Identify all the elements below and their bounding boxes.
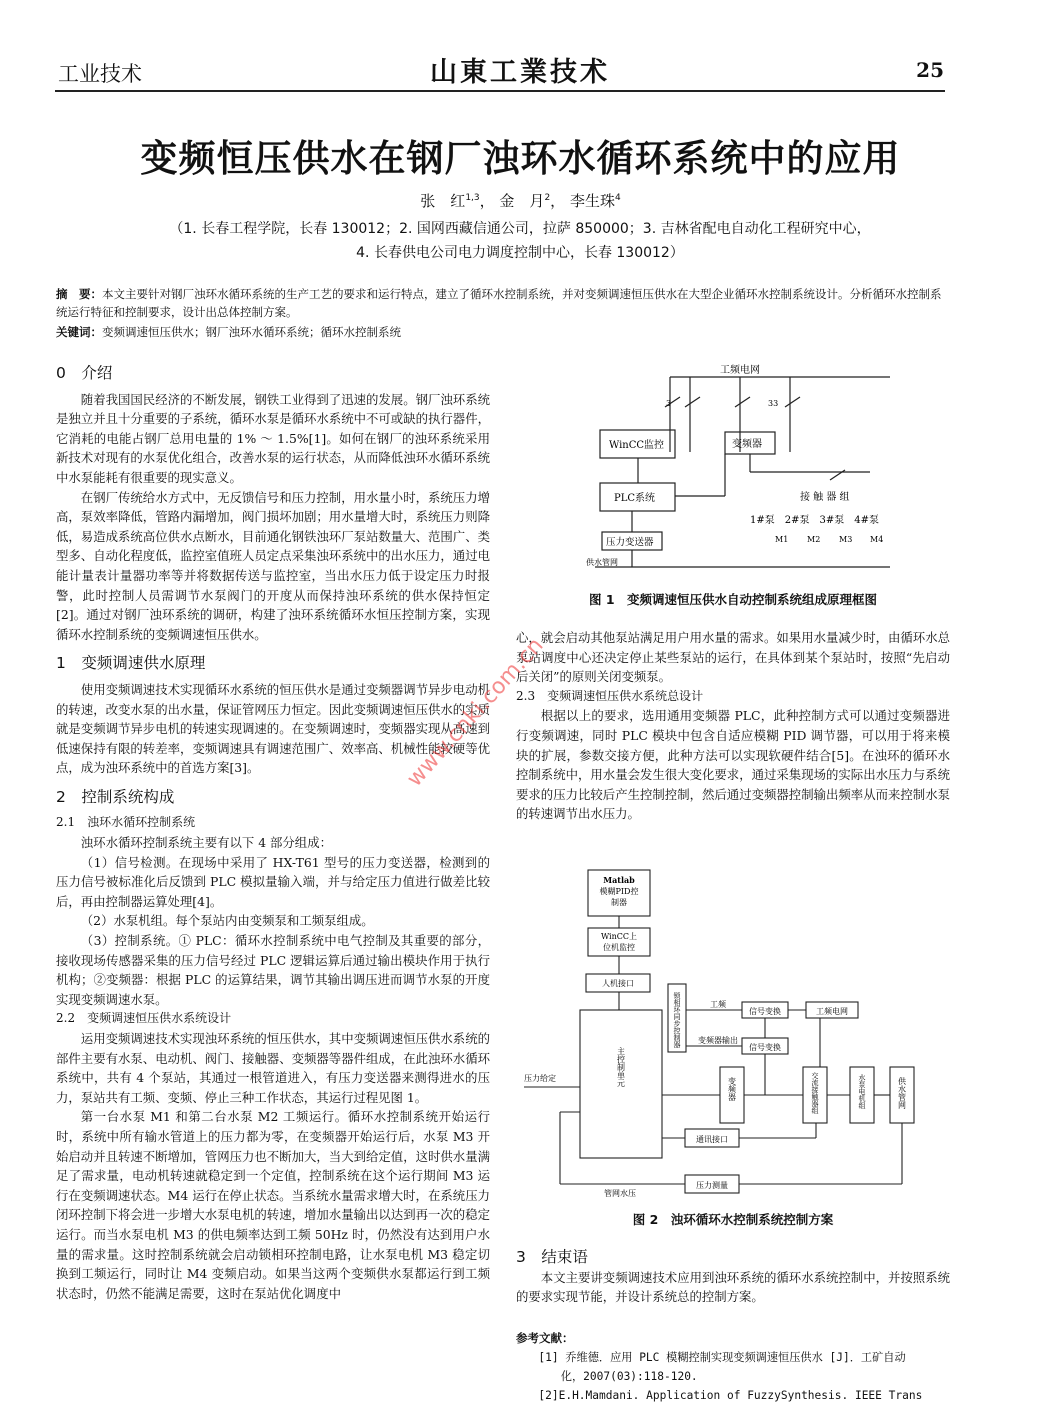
paragraph: （2）水泵机组。每个泵站内由变频泵和工频泵组成。 xyxy=(80,913,374,929)
reference-item: [2]E.H.Mamdani. Application of FuzzySynthesis. IEEE Trans xyxy=(538,1389,923,1403)
keywords-text: 变频调速恒压供水；钢厂浊环水循环系统；循环水控制系统 xyxy=(102,325,401,339)
figure-1-diagram xyxy=(570,362,900,584)
abstract xyxy=(56,285,948,321)
fig2-signal: 信号变换 xyxy=(749,1007,781,1016)
fig1-motor: M4 xyxy=(870,535,884,544)
section-heading: 0 介绍 xyxy=(56,364,113,382)
paragraph: 浊环水循环控制系统主要有以下 4 部分组成： xyxy=(80,835,332,851)
fig2-power-freq: 工频 xyxy=(710,1000,726,1009)
fig2-wincc: 位机监控 xyxy=(603,943,635,952)
fig1-grid-label: 工频电网 xyxy=(720,365,760,376)
fig2-matlab: 模糊PID控 xyxy=(599,887,639,896)
fig2-network: 供水管网 xyxy=(897,1077,907,1109)
watermark: www.cnki.com.cn xyxy=(402,633,549,792)
affiliation-line-2: 4. 长春供电公司电力调度控制中心，长春 130012） xyxy=(356,245,684,261)
fig2-pll: 锁相环同步控制器 xyxy=(673,992,681,1048)
author-sup: 1,3 xyxy=(465,193,480,203)
header-rule xyxy=(55,90,945,92)
subsection-heading: 2.1 浊环水循环控制系统 xyxy=(56,815,196,830)
fig1-plc: PLC系统 xyxy=(614,493,656,504)
section-heading: 2 控制系统构成 xyxy=(56,787,175,806)
fig1-mark: 33 xyxy=(768,399,779,408)
fig2-comm: 通讯接口 xyxy=(696,1135,728,1144)
fig1-sensor: 压力变送器 xyxy=(606,537,654,548)
subsection-heading: 2.3 变频调速恒压供水系统总设计 xyxy=(516,688,704,703)
fig1-wincc: WinCC监控 xyxy=(609,440,665,451)
section-heading: 1 变频调速供水原理 xyxy=(56,654,206,673)
fig1-motor: M3 xyxy=(839,535,853,544)
fig2-matlab: 制器 xyxy=(611,898,627,907)
paper-title: 变频恒压供水在钢厂浊环水循环系统中的应用 xyxy=(140,136,901,180)
journal-section: 工业技术 xyxy=(58,62,142,86)
paragraph: 本文主要讲变频调速技术应用到浊环系统的循环水系统控制中，并按照系统的要求实现节能，并设计系统总的控制方案。 xyxy=(516,1269,950,1305)
affiliation-line-1: （1. 长春工程学院，长春 130012；2. 国网西藏信通公司，拉萨 850000；3. 吉林省配电自动化工程研究中心， xyxy=(169,221,871,237)
fig2-main-control: 主控制单元 xyxy=(616,1047,626,1087)
paragraph: （3）控制系统。① PLC：循环水控制系统中电气控制及其重要的部分，接收现场传感器采集的压力信号经过 PLC 逻辑运算后通过输出模块作用于执行机构；②变频器：根据 PLC 的运算结果，调节其输出调压进而调节水泵的开度实现变频调速水泵。 xyxy=(56,933,490,1007)
fig2-pressure-meas: 压力测量 xyxy=(696,1181,728,1190)
paragraph: 根据以上的要求，选用通用变频器 PLC，此种控制方式可以通过变频器进行变频调速，同时 PLC 模块中包含自适应模糊 PID 调节器，可以用于将来模块的扩展，参数交接方便，此种方法可以实现软硬件结合[5]。在浊环的循环水控制系统中，用水量会发生很大变化要求，通过采集现场的实际出水压力与系统要求的压力比较后产生控制控制，然后通过变频器控制输出频率从而来控制水泵的转速调节出水压力。 xyxy=(516,708,950,822)
paragraph: 随着我国国民经济的不断发展，钢铁工业得到了迅速的发展。钢厂浊环系统是独立并且十分重要的子系统，循环水泵是循环水系统中不可或缺的执行器件，它消耗的电能占钢厂总用电量的 1% ～ 1.5%[1]。如何在钢厂的浊环系统采用新技术对现有的水泵优化组合，改善水泵的运行状态，从而降低浊环水循环系统中水泵能耗有很重要的现实意义。 xyxy=(56,391,490,485)
figure-2-diagram xyxy=(520,862,940,1200)
paragraph: 使用变频调速技术实现循环水系统的恒压供水是通过变频器调节异步电动机的转速，改变水泵的出水量，保证管网压力恒定。因此变频调速恒压供水的实质就是变频调节异步电机的转速实现调速的。在变频调速时，变频器实现从高速到低速保持有限的转差率，变频调速具有调速范围广、效率高、机械性能较硬等优点，成为浊环系统中的首选方案[3]。 xyxy=(56,681,490,776)
abstract-label: 摘 要： xyxy=(56,287,102,301)
fig2-vfd-out: 变频器输出 xyxy=(698,1036,738,1045)
reference-item: [1] 乔维德．应用 PLC 模糊控制实现变频调速恒压供水 [J]．工矿自动 xyxy=(538,1351,906,1365)
left-column xyxy=(56,364,490,1303)
fig2-contactor: 交流接触器组 xyxy=(811,1072,819,1114)
fig1-contactor: 接 触 器 组 xyxy=(800,492,850,503)
author-sup: 4 xyxy=(614,193,621,203)
right-column xyxy=(516,628,950,824)
subsection-heading: 2.2 变频调速恒压供水系统设计 xyxy=(56,1011,232,1026)
author-sup: 2 xyxy=(544,193,551,203)
fig2-wincc: WinCC上 xyxy=(600,932,638,941)
fig1-vfd: 变频器 xyxy=(732,439,762,450)
journal-name: 山東工業技术 xyxy=(430,57,610,88)
references-heading: 参考文献： xyxy=(516,1330,574,1345)
fig2-motors: 水泵电机组 xyxy=(858,1074,866,1109)
paragraph: 运用变频调速技术实现浊环系统的恒压供水，其中变频调速恒压供水系统的部件主要有水泵、电动机、阀门、接触器、变频器等器件组成，在此浊环水循环系统中，共有 4 个泵站，其通过一根管道进入，有压力变送器来测得进水的压力，泵站共有工频、变频、停止三种工作状态，其运行过程见图 1。 xyxy=(56,1031,490,1105)
reference-item: 化，2007(03):118-120. xyxy=(560,1370,698,1384)
fig1-pumps: 1#泵 2#泵 3#泵 4#泵 xyxy=(750,515,879,526)
paragraph: 第一台水泵 M1 和第二台水泵 M2 工频运行。循环水控制系统开始运行时，系统中所有输水管道上的压力都为零，在变频器开始运行后，水泵 M3 开始启动并且转速不断增加，管网压力也不断加大，当大到给定值，这时供水量满足了需求量，电动机转速就稳定到一个定值，控制系统在这个运行期间 M3 运行在变频调速状态。M4 运行在停止状态。当系统水量需求增大时，在系统压力闭环控制下将会进一步增大水泵电机的转速，增加水量输出以达到再一次的稳定运行。而当水泵电机 M3 的供电频率达到工频 50Hz 时，仍然没有达到用户水量的需求量。这时控制系统就会启动锁相环控制电路，让水泵电机 M3 稳定切换到工频运行，同时让 M4 变频启动。如果当这两个变频供水泵都运行到工频状态时，仍然不能满足需要，这时在泵站优化调度中 xyxy=(56,1109,490,1301)
paragraph: 心，就会启动其他泵站满足用户用水量的需求。如果用水量减少时，由循环水总泵站调度中心还决定停止某些泵站的运行，在具体到某个泵站时，按照“先启动后关闭”的原则关闭变频泵。 xyxy=(516,630,950,685)
fig1-motor: M2 xyxy=(807,535,821,544)
paragraph: 在钢厂传统给水方式中，无反馈信号和压力控制，用水量小时，系统压力增高，泵效率降低，管路内漏增加，阀门损坏加剧；用水量增大时，系统压力则降低，易造成系统高位供水点断水，目前通化钢铁浊环厂泵站数量大、范围广、类型多、自动化程度低，监控室值班人员定点采集浊环系统中的出水压力，通过电能计量表计量器功率等并将数据传送与监控室，当出水压力低于设定压力时报警，此时控制人员需调节水泵阀门的开度从而保持浊环系统的供水保持恒定[2]。通过对钢厂浊环系统的调研，构建了浊环系统循环水恒压控制方案，实现循环水控制系统的变频调速恒压供水。 xyxy=(56,489,490,642)
author-name: 张 红 xyxy=(420,192,466,210)
fig1-motor: M1 xyxy=(775,535,789,544)
author-name: 金 月 xyxy=(499,192,545,210)
paragraph: （1）信号检测。在现场中采用了 HX-T61 型号的压力变送器，检测到的压力信号被标准化后反馈到 PLC 模拟量输入端，并与给定压力值进行做差比较后，再由控制器运算处理[4]。 xyxy=(56,854,490,909)
figure-1-caption: 图 1 变频调速恒压供水自动控制系统组成原理框图 xyxy=(588,592,878,607)
section-heading: 3 结束语 xyxy=(516,1248,588,1266)
fig1-pipe: 供水管网 xyxy=(586,558,618,567)
keywords-label: 关键词： xyxy=(56,325,102,339)
fig2-grid: 工频电网 xyxy=(816,1007,848,1016)
abstract-text: 本文主要针对钢厂浊环水循环系统的生产工艺的要求和运行特点，建立了循环水控制系统，并对变频调速恒压供水在大型企业循环水控制系统设计。分析循环水控制系统运行特征和控制要求，设计出总体控制方案。 xyxy=(56,287,942,319)
fig2-pressure-set: 压力给定 xyxy=(524,1074,556,1083)
author-name: 李生珠 xyxy=(569,192,615,210)
fig2-pipe-pressure: 管网水压 xyxy=(604,1189,636,1198)
conclusion-references xyxy=(516,1248,950,1405)
keywords xyxy=(56,324,948,340)
fig2-hmi: 人机接口 xyxy=(602,979,634,988)
fig2-signal: 信号变换 xyxy=(749,1043,781,1052)
fig1-mark: 3 xyxy=(666,399,672,408)
fig2-matlab: Matlab xyxy=(603,875,635,885)
figure-2-caption: 图 2 浊环循环水控制系统控制方案 xyxy=(632,1212,834,1227)
author-list: 张 红$^{1,3}$， 金 月$^2$， 李生珠$^4$ xyxy=(420,192,621,210)
page-number: 25 xyxy=(916,58,944,82)
fig2-vfd: 变频器 xyxy=(727,1077,737,1101)
